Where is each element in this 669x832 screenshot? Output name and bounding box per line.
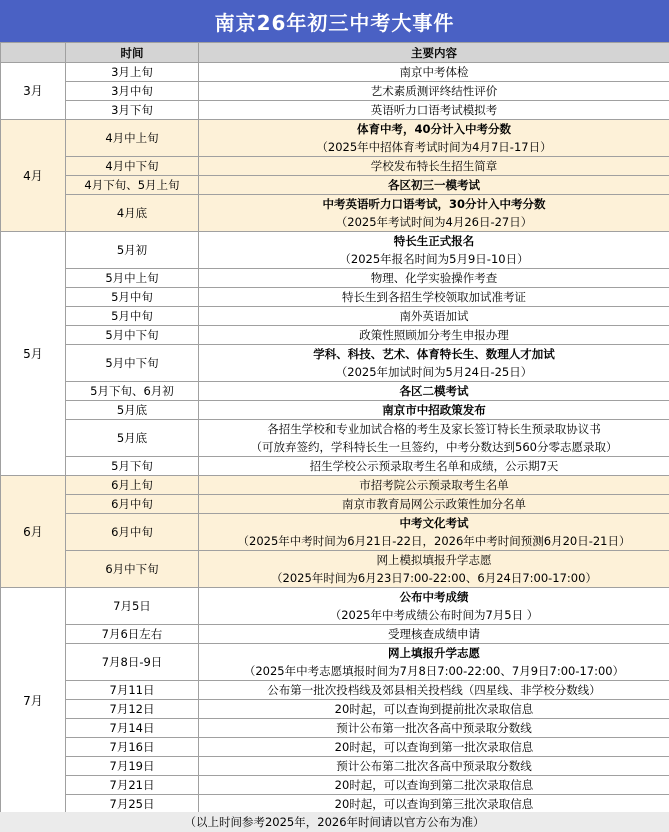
content-cell bbox=[199, 82, 669, 101]
table-row bbox=[1, 232, 669, 269]
content-note-text: （2025年时间为6月23日7:00-22:00、6月24日7:00-17:00） bbox=[271, 571, 597, 585]
content-main-text: 物理、化学实验操作考查 bbox=[370, 271, 498, 285]
table-row bbox=[1, 401, 669, 420]
table-row bbox=[1, 326, 669, 345]
content-main-text: 体育中考，40分计入中考分数 bbox=[356, 122, 511, 136]
page-title: 南京26年初三中考大事件 bbox=[0, 0, 669, 42]
content-main-text: 受理核查成绩申请 bbox=[388, 627, 480, 641]
content-main-text: 各区初三一模考试 bbox=[388, 178, 480, 192]
time-cell: 4月下旬、5月上旬 bbox=[66, 176, 199, 195]
content-main-text: 中考文化考试 bbox=[399, 516, 469, 530]
time-cell: 5月初 bbox=[66, 232, 199, 269]
content-main-text: 预计公布第二批次各高中预录取分数线 bbox=[336, 759, 532, 773]
table-row bbox=[1, 307, 669, 326]
content-note-text: （2025年中考成绩公布时间为7月5日 ） bbox=[329, 608, 539, 622]
content-main-text: 英语听力口语考试模拟考 bbox=[370, 103, 498, 117]
month-cell: 3月 bbox=[1, 63, 66, 120]
content-main-text: 公布第一批次投档线及郊县相关投档线（四星线、非学校分数线） bbox=[267, 683, 601, 697]
content-cell bbox=[199, 757, 669, 776]
content-main-text: 学科、科技、艺术、体育特长生、数理人才加试 bbox=[313, 347, 555, 361]
time-cell: 6月中旬 bbox=[66, 514, 199, 551]
time-cell: 5月下旬、6月初 bbox=[66, 382, 199, 401]
content-cell bbox=[199, 63, 669, 82]
table-row bbox=[1, 63, 669, 82]
content-main-text: 南京市中招政策发布 bbox=[382, 403, 486, 417]
content-cell bbox=[199, 495, 669, 514]
table-row bbox=[1, 345, 669, 382]
month-cell: 6月 bbox=[1, 476, 66, 588]
table-row bbox=[1, 588, 669, 625]
footnote: （以上时间参考2025年，2026年时间请以官方公布为准） bbox=[0, 812, 669, 832]
time-cell: 3月中旬 bbox=[66, 82, 199, 101]
time-cell: 4月底 bbox=[66, 195, 199, 232]
content-main-text: 预计公布第一批次各高中预录取分数线 bbox=[336, 721, 532, 735]
content-main-text: 中考英语听力口语考试，30分计入中考分数 bbox=[322, 197, 546, 211]
time-cell: 7月21日 bbox=[66, 776, 199, 795]
time-cell: 3月上旬 bbox=[66, 63, 199, 82]
table-row bbox=[1, 495, 669, 514]
content-main-text: 南京市教育局网公示政策性加分名单 bbox=[342, 497, 526, 511]
content-cell bbox=[199, 101, 669, 120]
time-cell: 5月中旬 bbox=[66, 288, 199, 307]
time-cell: 4月中上旬 bbox=[66, 120, 199, 157]
header-content: 主要内容 bbox=[199, 43, 669, 63]
content-main-text: 南外英语加试 bbox=[399, 309, 469, 323]
time-cell: 6月中旬 bbox=[66, 495, 199, 514]
content-main-text: 南京中考体检 bbox=[399, 65, 469, 79]
content-cell bbox=[199, 420, 669, 457]
table-row bbox=[1, 120, 669, 157]
content-main-text: 20时起，可以查询到第一批次录取信息 bbox=[334, 740, 534, 754]
content-main-text: 公布中考成绩 bbox=[399, 590, 469, 604]
content-cell bbox=[199, 551, 669, 588]
table-row bbox=[1, 476, 669, 495]
content-note-text: （可放弃签约，学科特长生一旦签约，中考分数达到560分零志愿录取） bbox=[250, 440, 618, 454]
time-cell: 6月中下旬 bbox=[66, 551, 199, 588]
month-cell: 5月 bbox=[1, 232, 66, 476]
month-cell: 7月 bbox=[1, 588, 66, 814]
time-cell: 7月8日-9日 bbox=[66, 644, 199, 681]
content-main-text: 20时起，可以查询到第三批次录取信息 bbox=[334, 797, 534, 811]
table-row bbox=[1, 269, 669, 288]
time-cell: 7月11日 bbox=[66, 681, 199, 700]
content-main-text: 网上模拟填报升学志愿 bbox=[376, 553, 492, 567]
content-main-text: 市招考院公示预录取考生名单 bbox=[359, 478, 509, 492]
table-row bbox=[1, 288, 669, 307]
time-cell: 5月中下旬 bbox=[66, 345, 199, 382]
content-main-text: 特长生到各招生学校领取加试准考证 bbox=[342, 290, 526, 304]
table-row bbox=[1, 644, 669, 681]
content-note-text: （2025年中考志愿填报时间为7月8日7:00-22:00、7月9日7:00-17:00） bbox=[243, 664, 625, 678]
content-main-text: 各区二模考试 bbox=[399, 384, 469, 398]
content-cell bbox=[199, 269, 669, 288]
header-month bbox=[1, 43, 66, 63]
time-cell: 5月中上旬 bbox=[66, 269, 199, 288]
content-cell bbox=[199, 401, 669, 420]
time-cell: 7月19日 bbox=[66, 757, 199, 776]
table-row bbox=[1, 420, 669, 457]
time-cell: 5月底 bbox=[66, 420, 199, 457]
time-cell: 5月中旬 bbox=[66, 307, 199, 326]
content-cell bbox=[199, 719, 669, 738]
time-cell: 7月12日 bbox=[66, 700, 199, 719]
table-row bbox=[1, 757, 669, 776]
time-cell: 5月底 bbox=[66, 401, 199, 420]
content-cell bbox=[199, 776, 669, 795]
content-main-text: 艺术素质测评终结性评价 bbox=[370, 84, 498, 98]
content-main-text: 学校发布特长生招生简章 bbox=[370, 159, 498, 173]
time-cell: 7月16日 bbox=[66, 738, 199, 757]
content-main-text: 网上填报升学志愿 bbox=[388, 646, 480, 660]
table-row bbox=[1, 738, 669, 757]
table-row bbox=[1, 514, 669, 551]
table-row bbox=[1, 195, 669, 232]
time-cell: 7月5日 bbox=[66, 588, 199, 625]
content-cell bbox=[199, 326, 669, 345]
header-time: 时间 bbox=[66, 43, 199, 63]
content-cell bbox=[199, 307, 669, 326]
content-cell bbox=[199, 795, 669, 814]
content-cell bbox=[199, 644, 669, 681]
content-note-text: （2025年报名时间为5月9日-10日） bbox=[339, 252, 529, 266]
content-cell bbox=[199, 176, 669, 195]
time-cell: 7月6日左右 bbox=[66, 625, 199, 644]
time-cell: 6月上旬 bbox=[66, 476, 199, 495]
table-row bbox=[1, 625, 669, 644]
content-cell bbox=[199, 195, 669, 232]
table-row bbox=[1, 700, 669, 719]
table-body bbox=[1, 63, 669, 814]
content-note-text: （2025年中招体育考试时间为4月7日-17日） bbox=[316, 140, 552, 154]
content-note-text: （2025年考试时间为4月26日-27日） bbox=[335, 215, 533, 229]
content-main-text: 20时起，可以查询到提前批次录取信息 bbox=[334, 702, 534, 716]
content-note-text: （2025年中考时间为6月21日-22日，2026年中考时间预测6月20日-21日） bbox=[237, 534, 631, 548]
content-note-text: （2025年加试时间为5月24日-25日） bbox=[335, 365, 533, 379]
table-row bbox=[1, 157, 669, 176]
content-main-text: 各招生学校和专业加试合格的考生及家长签订特长生预录取协议书 bbox=[267, 422, 601, 436]
time-cell: 4月中下旬 bbox=[66, 157, 199, 176]
time-cell: 3月下旬 bbox=[66, 101, 199, 120]
table-row bbox=[1, 719, 669, 738]
table-row bbox=[1, 776, 669, 795]
content-main-text: 招生学校公示预录取考生名单和成绩，公示期7天 bbox=[309, 459, 559, 473]
content-cell bbox=[199, 681, 669, 700]
content-cell bbox=[199, 120, 669, 157]
table-row bbox=[1, 176, 669, 195]
time-cell: 7月14日 bbox=[66, 719, 199, 738]
month-cell: 4月 bbox=[1, 120, 66, 232]
table-row bbox=[1, 101, 669, 120]
time-cell: 5月中下旬 bbox=[66, 326, 199, 345]
table-row bbox=[1, 795, 669, 814]
content-cell bbox=[199, 476, 669, 495]
time-cell: 7月25日 bbox=[66, 795, 199, 814]
content-main-text: 特长生正式报名 bbox=[393, 234, 475, 248]
time-cell: 5月下旬 bbox=[66, 457, 199, 476]
content-cell bbox=[199, 288, 669, 307]
table-row bbox=[1, 681, 669, 700]
content-cell bbox=[199, 700, 669, 719]
content-cell bbox=[199, 514, 669, 551]
content-cell bbox=[199, 232, 669, 269]
table-row bbox=[1, 82, 669, 101]
content-cell bbox=[199, 738, 669, 757]
content-cell bbox=[199, 457, 669, 476]
content-main-text: 政策性照顾加分考生申报办理 bbox=[359, 328, 509, 342]
content-main-text: 20时起，可以查询到第二批次录取信息 bbox=[334, 778, 534, 792]
schedule-table bbox=[0, 42, 669, 814]
table-row bbox=[1, 382, 669, 401]
table-row bbox=[1, 551, 669, 588]
table-row bbox=[1, 457, 669, 476]
content-cell bbox=[199, 157, 669, 176]
content-cell bbox=[199, 345, 669, 382]
content-cell bbox=[199, 625, 669, 644]
content-cell bbox=[199, 382, 669, 401]
table-header-row bbox=[1, 43, 669, 63]
content-cell bbox=[199, 588, 669, 625]
